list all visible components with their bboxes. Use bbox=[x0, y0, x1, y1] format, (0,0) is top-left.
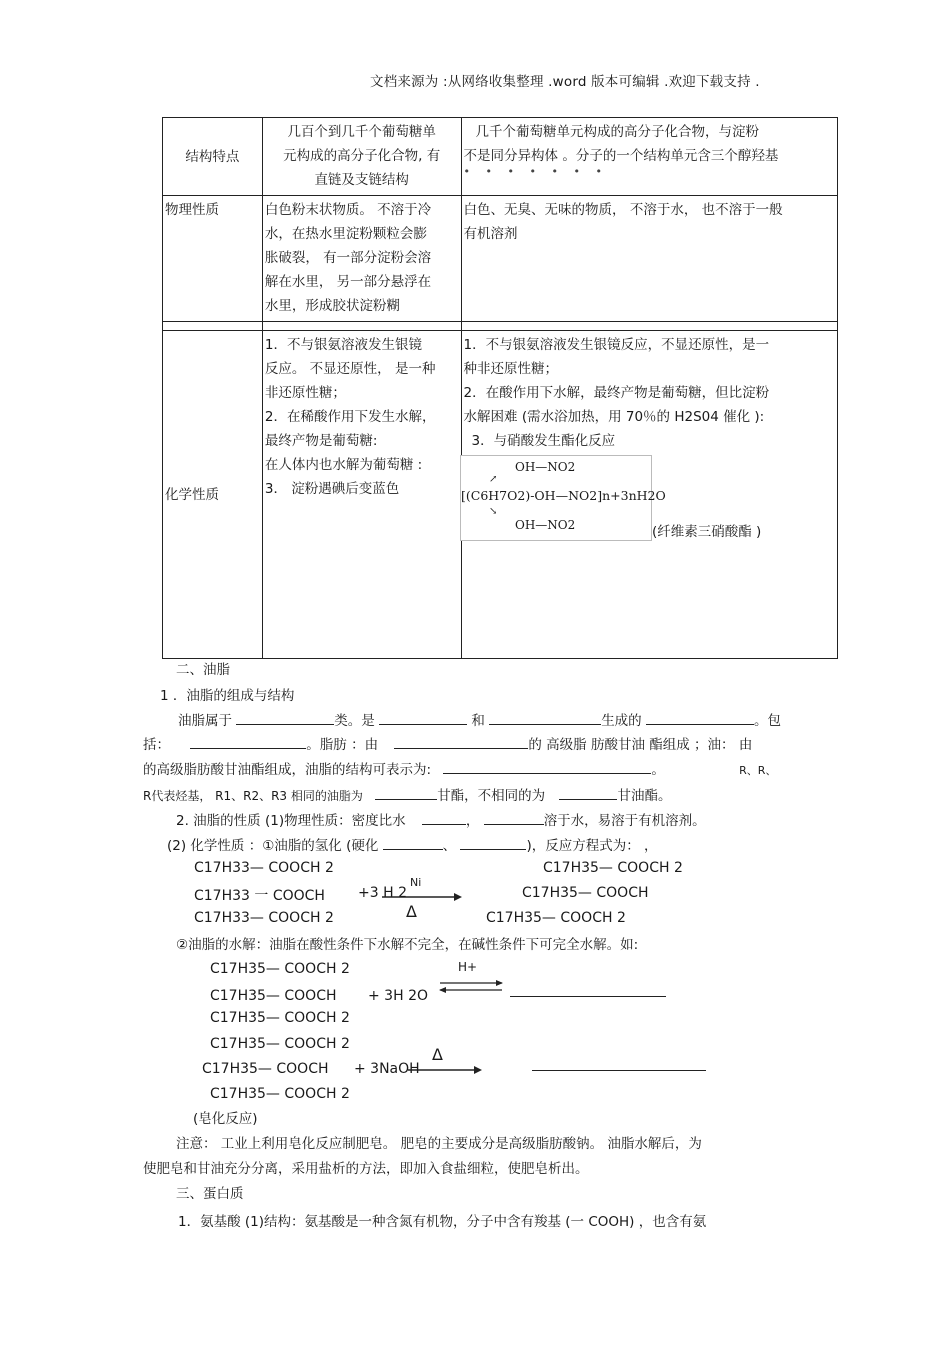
reaction-arrow-icon bbox=[382, 890, 464, 904]
text-line: 括： 。脂肪 ：由 的 高级脂 肪酸甘油 酯组成 ；油： 由 bbox=[143, 733, 752, 753]
table-row bbox=[163, 118, 838, 196]
text-line: ②油脂的水解：油脂在酸性条件下水解不完全，在碱性条件下可完全水解。如: bbox=[176, 937, 639, 953]
section-title: 二、油脂 bbox=[176, 662, 230, 678]
reaction-arrow-icon bbox=[408, 1063, 484, 1077]
text-line: 油脂属于 类。是 和 生成的 。包 bbox=[178, 709, 781, 729]
heat-symbol: Δ bbox=[406, 902, 417, 921]
answer-blank[interactable] bbox=[532, 1070, 706, 1071]
chem-note: (纤维素三硝酸酯 ) bbox=[652, 524, 762, 540]
row-label: 物理性质 bbox=[163, 196, 263, 322]
emphasis-dots: • • • • • • • bbox=[463, 165, 608, 178]
note-line: 使肥皂和甘油充分分离，采用盐析的方法，即加入食盐细粒，使肥皂析出。 bbox=[143, 1161, 589, 1177]
text-line: 的高级脂肪酸甘油酯组成，油脂的结构可表示为: 。 R、R、 bbox=[143, 758, 776, 778]
text-line: 1．氨基酸 (1)结构：氨基酸是一种含氮有机物，分子中含有羧基 (一 COOH) ，也含有氨 bbox=[178, 1214, 707, 1230]
cellulose-structure-cell: 几千个葡萄糖单元构成的高分子化合物，与淀粉 不是同分异构体 。分子的一个结构单元含三个醇羟基 • • • • • • • bbox=[461, 118, 837, 196]
text-line: 2. 油脂的性质 (1)物理性质：密度比水 ， 溶于水，易溶于有机溶剂。 bbox=[176, 809, 706, 829]
row-label: 结构特点 bbox=[163, 118, 263, 196]
text-line: (2) 化学性质 ：①油脂的氢化 (硬化 、 )，反应方程式为： ， bbox=[167, 834, 658, 854]
cellulose-physical-cell: 白色、无臭、无味的物质， 不溶于水， 也不溶于一般 有机溶剂 bbox=[461, 196, 837, 322]
table-separator bbox=[163, 322, 838, 331]
equilibrium-arrow-icon bbox=[436, 979, 506, 995]
page-header: 文档来源为 :从网络收集整理 .word 版本可编辑 .欢迎下载支持 . bbox=[370, 74, 760, 90]
heat-symbol: Δ bbox=[432, 1045, 443, 1064]
subsection-title: 1 ．油脂的组成与结构 bbox=[160, 688, 295, 704]
note-line: 注意： 工业上利用皂化反应制肥皂。 肥皂的主要成分是高级脂肪酸钠。 油脂水解后，为 bbox=[176, 1136, 702, 1152]
section-title: 三、蛋白质 bbox=[176, 1186, 244, 1202]
starch-chemical-cell: 1．不与银氨溶液发生银镜 反应。 不显还原性， 是一种 非还原性糖； 2．在稀酸作用下发生水解， 最终产物是葡萄糖: 在人体内也水解为葡萄糖 : 3． 淀粉遇碘后变蓝色 bbox=[262, 331, 461, 659]
table-row bbox=[163, 196, 838, 322]
saponification-label: (皂化反应) bbox=[193, 1111, 258, 1127]
starch-structure-cell: 几百个到几千个葡萄糖单 元构成的高分子化合物, 有 直链及支链结构 bbox=[262, 118, 461, 196]
row-label: 化学性质 bbox=[163, 331, 263, 659]
comparison-table bbox=[162, 117, 838, 659]
text-line: R代表烃基， R1、R2、R3 相同的油脂为 甘酯，不相同的为 甘油酯。 bbox=[143, 784, 671, 804]
arrow-down-icon: ↘ bbox=[489, 506, 498, 517]
arrow-up-icon: ↗ bbox=[489, 474, 498, 485]
starch-physical-cell: 白色粉末状物质。 不溶于冷 水，在热水里淀粉颗粒会膨 胀破裂， 有一部分淀粉会溶 解在水里， 另一部分悬浮在 水里，形成胶状淀粉糊 bbox=[262, 196, 461, 322]
answer-blank[interactable] bbox=[510, 996, 666, 997]
nitration-formula: OH—NO2 ↗ [(C6H7O2)-OH—NO2]n+3nH2O ↘ OH—NO2 bbox=[460, 455, 652, 541]
cellulose-chemical-cell: 1．不与银氨溶液发生银镜反应，不显还原性，是一 种非还原性糖； 2．在酸作用下水解，最终产物是葡萄糖，但比淀粉 水解困难 (需水浴加热，用 70％的 H2S04 催化 ): 3．与硝酸发生酯化反应 bbox=[461, 331, 837, 659]
